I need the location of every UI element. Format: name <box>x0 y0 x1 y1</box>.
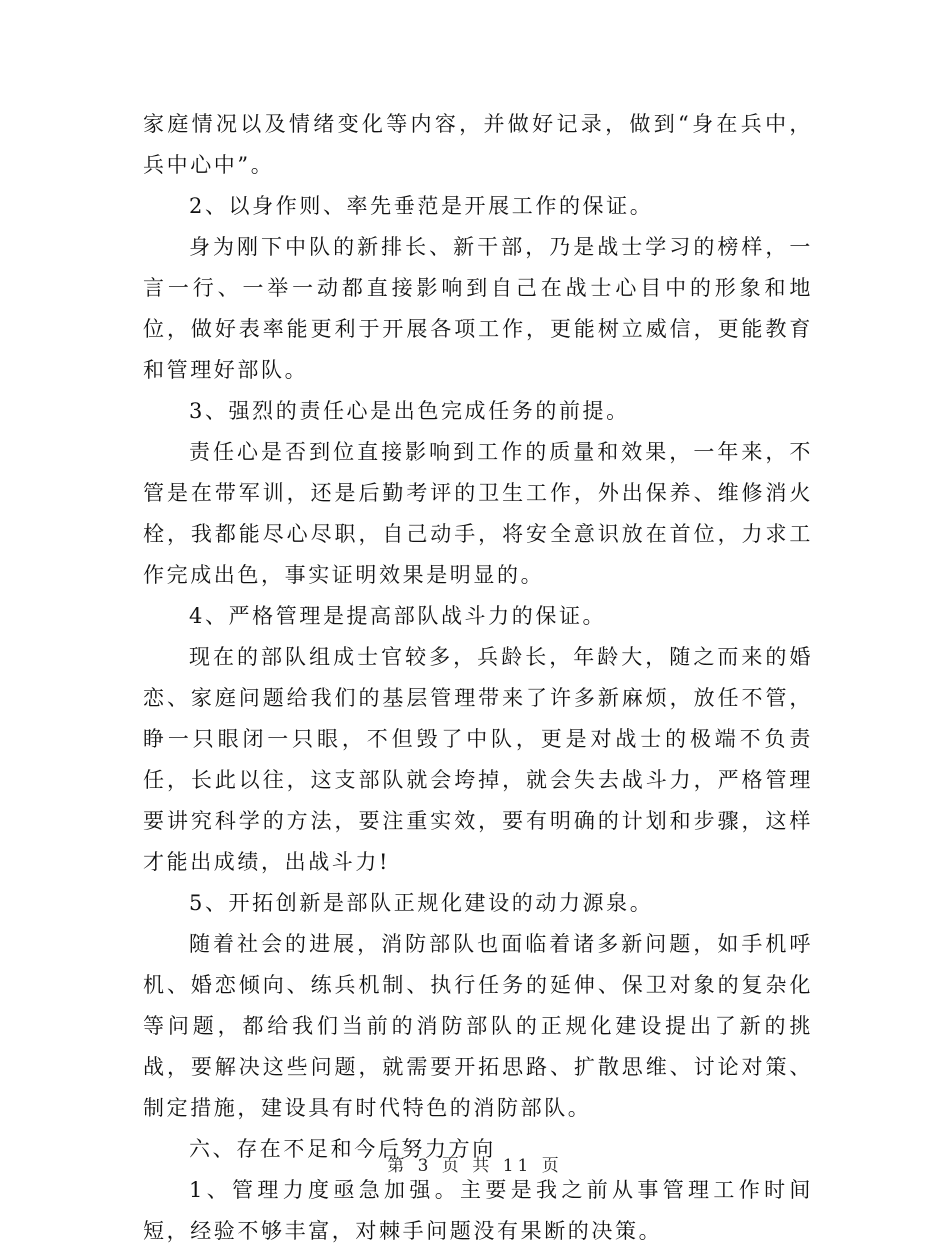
page-number-footer: 第 3 页 共 11 页 <box>387 1156 563 1176</box>
paragraph-5: 责任心是否到位直接影响到工作的质量和效果，一年来，不管是在带军训，还是后勤考评的卫生工作，外出保养、维修消火栓，我都能尽心尽职，自己动手，将安全意识放在首位，力求工作完成出色，事实证明效果是明显的。 <box>143 440 813 587</box>
heading-item-5: 5、开拓创新是部队正规化建设的动力源泉。 <box>189 891 654 915</box>
heading-item-3: 3、强烈的责任心是出色完成任务的前提。 <box>189 399 630 423</box>
paragraph-3: 身为刚下中队的新排长、新干部，乃是战士学习的榜样，一言一行、一举一动都直接影响到自己在战士心目中的形象和地位，做好表率能更利于开展各项工作，更能树立威信，更能教育和管理好部队。 <box>143 235 813 382</box>
heading-item-2: 2、以身作则、率先垂范是开展工作的保证。 <box>189 194 654 218</box>
paragraph-1: 家庭情况以及情绪变化等内容，并做好记录，做到“身在兵中，兵中心中”。 <box>143 112 813 177</box>
section-heading-6: 六、存在不足和今后努力方向 <box>189 1137 496 1161</box>
paragraph-9: 随着社会的进展，消防部队也面临着诸多新问题，如手机呼机、婚恋倾向、练兵机制、执行任务的延伸、保卫对象的复杂化等问题，都给我们当前的消防部队的正规化建设提出了新的挑战，要解决这些问题，就需要开拓思路、扩散思维、讨论对策、制定措施，建设具有时代特色的消防部队。 <box>143 932 813 1120</box>
paragraph-11: 1、管理力度亟急加强。主要是我之前从事管理工作时间短，经验不够丰富，对棘手问题没有果断的决策。 <box>143 1178 813 1243</box>
paragraph-7: 现在的部队组成士官较多，兵龄长，年龄大，随之而来的婚恋、家庭问题给我们的基层管理带来了许多新麻烦，放任不管，睁一只眼闭一只眼，不但毁了中队，更是对战士的极端不负责任，长此以往，这支部队就会垮掉，就会失去战斗力，严格管理要讲究科学的方法，要注重实效，要有明确的计划和步骤，这样才能出成绩，出战斗力! <box>143 645 813 874</box>
document-body <box>143 104 813 1252</box>
heading-item-4: 4、严格管理是提高部队战斗力的保证。 <box>189 604 607 628</box>
